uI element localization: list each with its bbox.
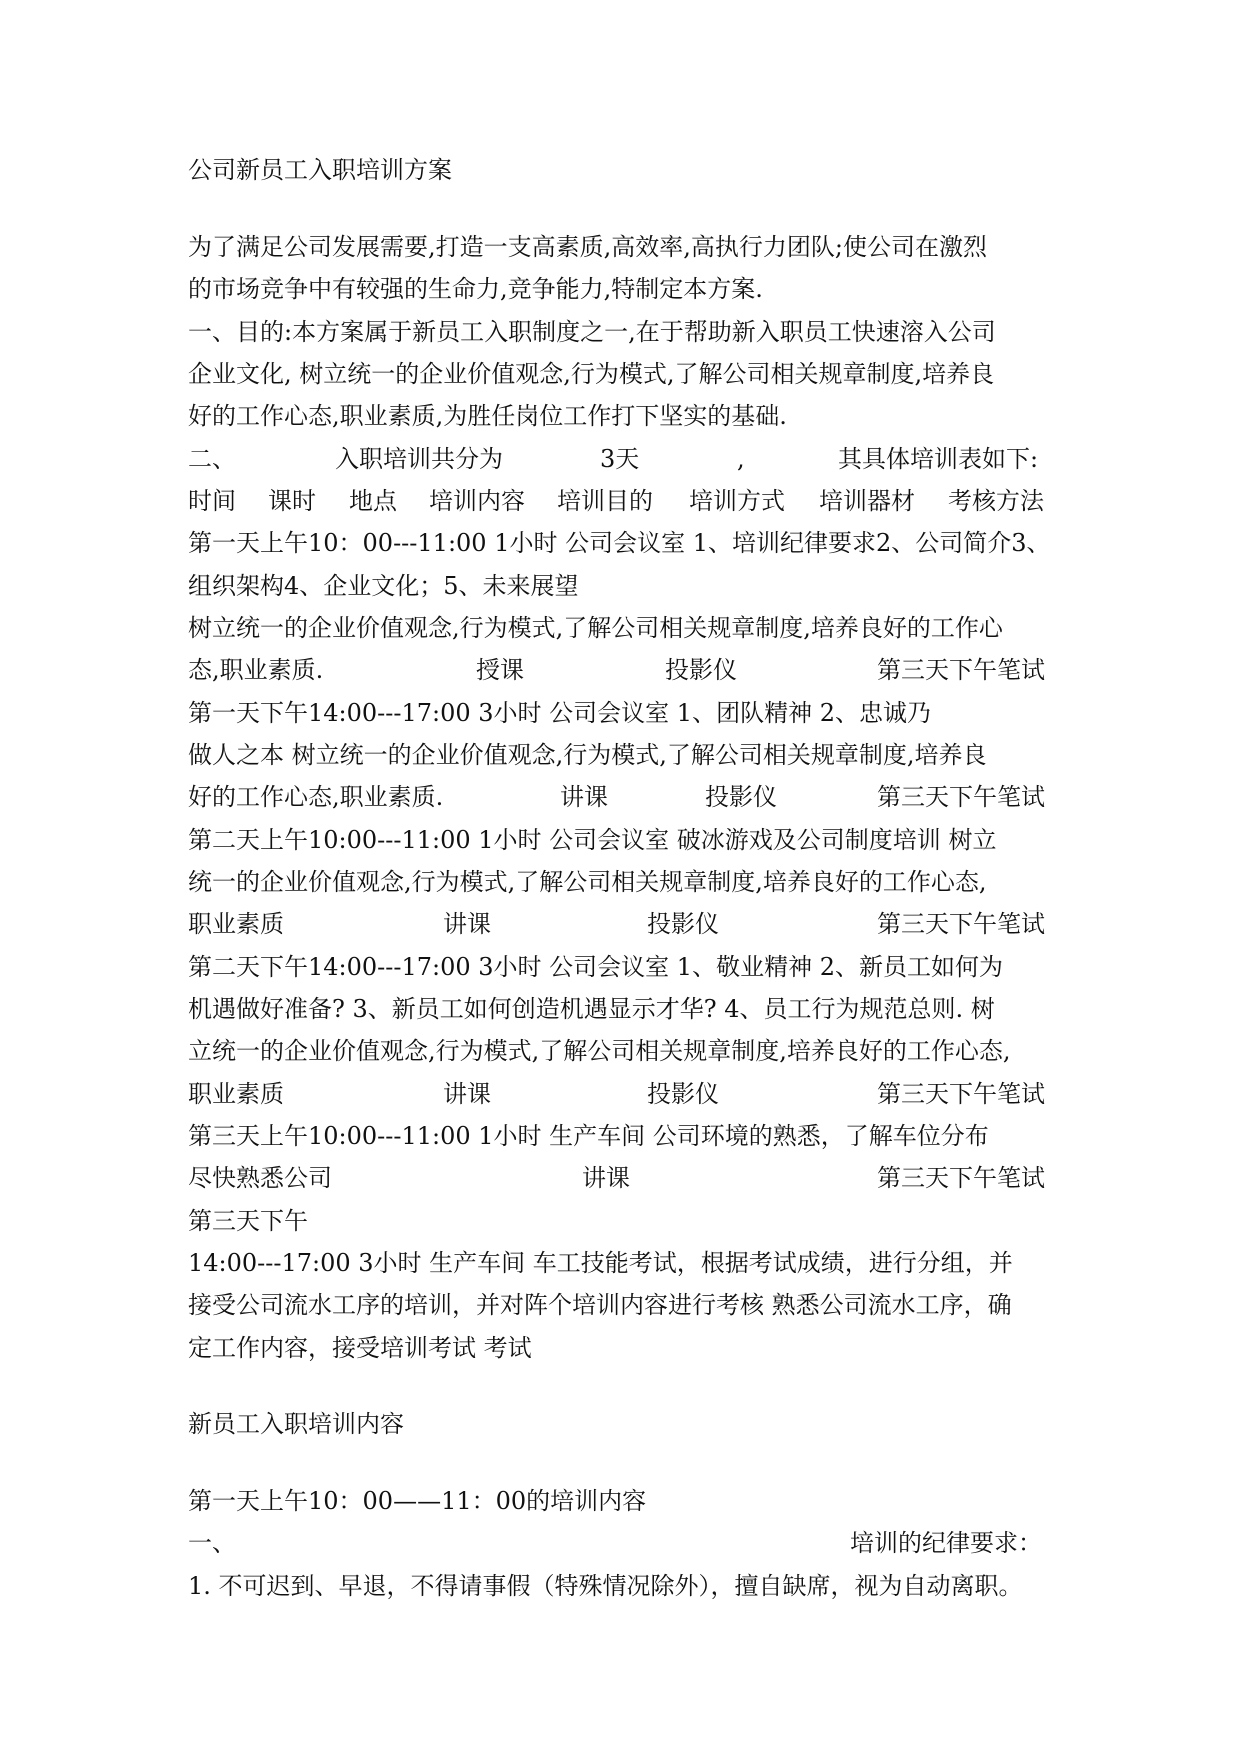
table-row-1-line-4: 态,职业素质. 授课 投影仪 第三天下午笔试 [188,656,1045,684]
table-row-6-line-4: 定工作内容，接受培训考试 考试 [188,1334,532,1362]
intro-line-1: 为了满足公司发展需要,打造一支高素质,高效率,高执行力团队;使公司在激烈 [188,233,987,261]
table-row-3-line-2: 统一的企业价值观念,行为模式,了解公司相关规章制度,培养良好的工作心态, [188,868,987,896]
table-header-cell: 培训目的 [557,487,653,515]
table-row-4-line-4: 职业素质 讲课 投影仪 第三天下午笔试 [188,1080,1045,1108]
table-row-4-line-1: 第二天下午14:00---17:00 3小时 公司会议室 1、敬业精神 2、新员工如何为 [188,953,1003,981]
content-section-title: 新员工入职培训内容 [188,1410,404,1438]
table-header-cell: 培训内容 [429,487,525,515]
table-row-3-line-1: 第二天上午10:00---11:00 1小时 公司会议室 破冰游戏及公司制度培训 树立 [188,826,997,854]
table-row-2-line-2: 做人之本 树立统一的企业价值观念,行为模式,了解公司相关规章制度,培养良 [188,741,987,769]
table-row-3-line-3: 职业素质 讲课 投影仪 第三天下午笔试 [188,910,1045,938]
table-header-cell: 时间 [188,487,236,515]
document-title: 公司新员工入职培训方案 [188,156,452,184]
rule-1: 1. 不可迟到、早退，不得请事假（特殊情况除外），擅自缺席，视为自动离职。 [188,1572,1023,1600]
table-header-cell: 培训器材 [819,487,915,515]
discipline-heading: 一、 培训的纪律要求： [188,1529,1042,1557]
section-2-heading: 二、 入职培训共分为 3天 , 其具体培训表如下: [188,445,1039,473]
table-row-2-line-3: 好的工作心态,职业素质. 讲课 投影仪 第三天下午笔试 [188,783,1045,811]
table-row-1-line-1: 第一天上午10：00---11:00 1小时 公司会议室 1、培训纪律要求2、公司简介3、 [188,529,1051,557]
table-row-2-line-1: 第一天下午14:00---17:00 3小时 公司会议室 1、团队精神 2、忠诚乃 [188,699,931,727]
table-row-6-line-3: 接受公司流水工序的培训，并对阵个培训内容进行考核 熟悉公司流水工序，确 [188,1291,1012,1319]
table-header-cell: 课时 [268,487,316,515]
table-row-4-line-3: 立统一的企业价值观念,行为模式,了解公司相关规章制度,培养良好的工作心态, [188,1037,1011,1065]
table-row-6-line-1: 第三天下午 [188,1207,308,1235]
table-header-cell: 考核方法 [948,487,1044,515]
table-row-6-line-2: 14:00---17:00 3小时 生产车间 车工技能考试，根据考试成绩，进行分组，并 [188,1249,1013,1277]
table-header-cell: 培训方式 [689,487,785,515]
table-header-row [0,480,1240,522]
purpose-line-3: 好的工作心态,职业素质,为胜任岗位工作打下坚实的基础. [188,402,787,430]
table-row-1-line-3: 树立统一的企业价值观念,行为模式,了解公司相关规章制度,培养良好的工作心 [188,614,1003,642]
content-subtitle: 第一天上午10：00——11：00的培训内容 [188,1487,647,1515]
table-row-1-line-2: 组织架构4、企业文化；5、未来展望 [188,572,579,600]
table-row-4-line-2: 机遇做好准备? 3、新员工如何创造机遇显示才华? 4、员工行为规范总则. 树 [188,995,995,1023]
purpose-line-2: 企业文化, 树立统一的企业价值观念,行为模式,了解公司相关规章制度,培养良 [188,360,995,388]
table-row-5-line-1: 第三天上午10:00---11:00 1小时 生产车间 公司环境的熟悉，了解车位分布 [188,1122,989,1150]
table-header-cell: 地点 [349,487,397,515]
intro-line-2: 的市场竞争中有较强的生命力,竞争能力,特制定本方案. [188,275,763,303]
table-row-5-line-2: 尽快熟悉公司 讲课 第三天下午笔试 [188,1164,1045,1192]
purpose-line-1: 一、目的:本方案属于新员工入职制度之一,在于帮助新入职员工快速溶入公司 [188,318,996,346]
